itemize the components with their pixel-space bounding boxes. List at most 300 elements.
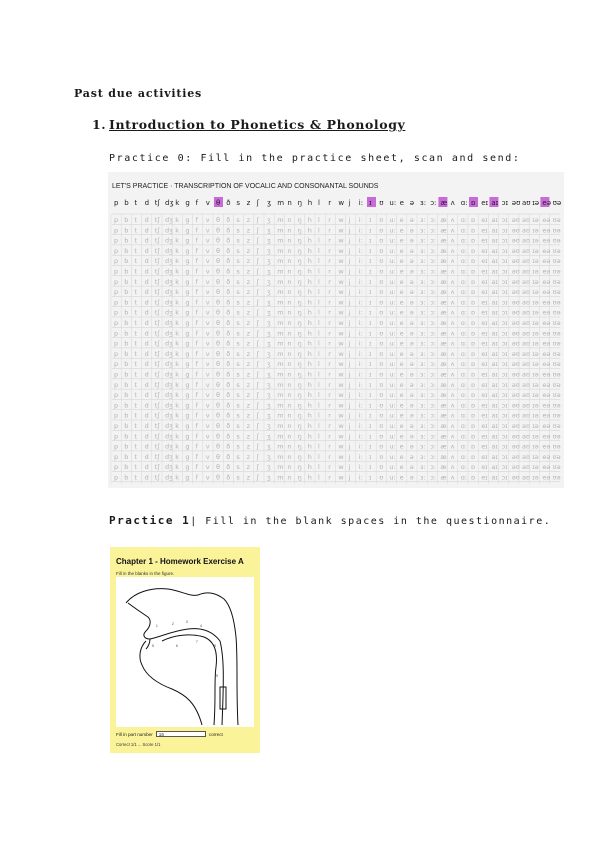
grid-cell-mark: ɜ: <box>420 442 426 451</box>
grid-cell-mark: ð <box>226 339 231 348</box>
grid-cell-mark: u: <box>389 442 396 451</box>
grid-cell-mark: g <box>185 370 190 379</box>
grid-cell-mark: ŋ <box>297 288 302 297</box>
grid-cell-mark: ɪ <box>369 380 372 389</box>
grid-cell-mark: d <box>144 463 149 472</box>
grid-cell-mark: ŋ <box>297 226 302 235</box>
grid-cell-mark: ɔɪ <box>501 246 508 255</box>
grid-cell-mark: ɒ <box>471 246 476 255</box>
grid-cell-mark: v <box>205 442 210 451</box>
grid-cell-mark: z <box>246 473 251 482</box>
grid-cell-mark: ɔɪ <box>501 308 508 317</box>
grid-cell-mark: j <box>348 277 351 286</box>
grid-cell-mark: s <box>236 411 240 420</box>
grid-cell-mark: u: <box>389 226 396 235</box>
svg-text:7: 7 <box>196 640 198 644</box>
grid-cell-mark: ɪ <box>369 226 372 235</box>
grid-cell-mark: h <box>307 236 312 245</box>
grid-cell-mark: ɒ <box>471 473 476 482</box>
grid-cell-mark: ɜ: <box>420 452 426 461</box>
grid-cell-mark: aɪ <box>491 308 498 317</box>
grid-cell-mark: j <box>348 257 351 266</box>
grid-cell-mark: i: <box>358 463 363 472</box>
grid-cell-mark: u: <box>389 319 396 327</box>
grid-cell-mark: ɑ: <box>460 452 468 461</box>
grid-cell-mark: ʃ <box>256 360 259 369</box>
grid-cell-mark: dʒ <box>165 422 173 430</box>
grid-cell-mark: aʊ <box>522 329 530 338</box>
grid-cell-mark: eɪ <box>481 308 488 317</box>
grid-cell-mark: ə <box>409 257 414 266</box>
grid-cell-mark: n <box>287 308 292 317</box>
grid-cell-mark: aɪ <box>491 277 498 286</box>
grid-cell-mark: aʊ <box>522 277 530 286</box>
grid-cell-mark: aɪ <box>491 329 498 338</box>
grid-cell-mark: k <box>175 298 179 307</box>
grid-cell-mark: eə <box>542 319 551 327</box>
grid-cell-mark: ɑ: <box>460 442 468 451</box>
grid-cell-mark: aʊ <box>522 257 530 266</box>
grid-cell-mark: θ <box>216 391 220 400</box>
grid-cell-mark: t <box>134 360 137 369</box>
grid-cell-mark: v <box>205 411 210 420</box>
grid-cell-mark: i: <box>358 277 363 286</box>
grid-cell-mark: aɪ <box>491 226 498 235</box>
grid-cell-mark: eɪ <box>481 319 488 327</box>
grid-cell-mark: h <box>307 267 312 276</box>
grid-cell-mark: u: <box>389 288 396 297</box>
grid-cell-mark: b <box>124 452 129 461</box>
grid-cell-mark: g <box>185 463 190 472</box>
grid-cell-mark: v <box>205 277 210 286</box>
grid-cell-mark: ʌ <box>450 473 455 482</box>
grid-cell-mark: g <box>185 319 190 327</box>
grid-cell-mark: h <box>307 277 312 286</box>
grid-cell-mark: ʊ <box>379 329 384 338</box>
grid-cell-mark: ɜ: <box>420 236 426 245</box>
grid-cell-mark: g <box>185 216 190 224</box>
grid-cell-mark: eə <box>542 267 551 276</box>
grid-cell-mark: r <box>328 452 331 461</box>
grid-cell-mark: p <box>114 473 119 482</box>
symbol-cell: ʒ <box>267 199 272 207</box>
grid-cell-mark: ɑ: <box>460 401 468 410</box>
grid-cell-mark: e <box>399 463 404 472</box>
grid-cell-mark: ʊ <box>379 236 384 245</box>
grid-cell-mark: eə <box>542 432 551 441</box>
grid-cell-mark: ʃ <box>256 432 259 441</box>
grid-cell-mark: ə <box>409 432 414 441</box>
grid-cell-mark: n <box>287 339 292 348</box>
grid-cell-mark: f <box>195 226 198 235</box>
grid-cell-mark: dʒ <box>165 432 173 441</box>
grid-cell-mark: ɪə <box>532 267 539 276</box>
grid-cell-mark: f <box>195 288 198 297</box>
grid-cell-mark: ʒ <box>267 329 271 338</box>
symbol-cell: z <box>246 199 251 207</box>
grid-cell-mark: aʊ <box>522 349 530 358</box>
grid-cell-mark: dʒ <box>165 257 173 266</box>
grid-cell-mark: n <box>287 267 292 276</box>
grid-cell-mark: ŋ <box>297 442 302 451</box>
grid-cell-mark: ʃ <box>256 298 259 307</box>
transcription-grid <box>111 214 561 484</box>
grid-cell-mark: æ <box>440 370 447 379</box>
grid-cell-mark: æ <box>440 288 447 297</box>
grid-cell-mark: v <box>205 329 210 338</box>
grid-cell-mark: əʊ <box>511 236 520 245</box>
grid-cell-mark: eɪ <box>481 267 488 276</box>
grid-cell-mark: h <box>307 463 312 472</box>
grid-cell-mark: ɔ: <box>430 308 436 317</box>
grid-cell-mark: b <box>124 432 129 441</box>
grid-cell-mark: v <box>205 360 210 369</box>
grid-cell-mark: θ <box>216 463 220 472</box>
grid-cell-mark: v <box>205 432 210 441</box>
grid-cell-mark: ɪ <box>369 422 372 430</box>
grid-cell-mark: t <box>134 452 137 461</box>
grid-cell-mark: ə <box>409 463 414 472</box>
grid-cell-mark: ɔ: <box>430 473 436 482</box>
grid-cell-mark: d <box>144 339 149 348</box>
grid-cell-mark: ɔɪ <box>501 411 508 420</box>
grid-cell-mark: z <box>246 422 251 430</box>
grid-cell-mark: ŋ <box>297 432 302 441</box>
grid-cell-mark: t <box>134 349 137 358</box>
grid-cell-mark: ʊ <box>379 226 384 235</box>
grid-cell-mark: ɜ: <box>420 277 426 286</box>
grid-cell-mark: f <box>195 473 198 482</box>
grid-cell-mark: u: <box>389 432 396 441</box>
grid-cell-mark: w <box>338 380 344 389</box>
grid-cell-mark: aɪ <box>491 463 498 472</box>
grid-cell-mark: f <box>195 339 198 348</box>
grid-cell-mark: d <box>144 401 149 410</box>
grid-cell-mark: ʊə <box>552 277 561 286</box>
grid-cell-mark: s <box>236 442 240 451</box>
grid-cell-mark: ə <box>409 380 414 389</box>
grid-cell-mark: h <box>307 422 312 430</box>
grid-cell-mark: eɪ <box>481 349 488 358</box>
grid-cell-mark: i: <box>358 391 363 400</box>
grid-cell-mark: f <box>195 216 198 224</box>
grid-cell-mark: z <box>246 257 251 266</box>
grid-cell-mark: əʊ <box>511 370 520 379</box>
grid-cell-mark: æ <box>440 452 447 461</box>
grid-cell-mark: ʒ <box>267 298 271 307</box>
grid-cell-mark: ɑ: <box>460 319 468 327</box>
grid-cell-mark: aʊ <box>522 226 530 235</box>
practice-sheet-image[interactable] <box>108 172 564 488</box>
grid-cell-mark: n <box>287 422 292 430</box>
grid-cell-mark: p <box>114 452 119 461</box>
grid-cell-mark: v <box>205 391 210 400</box>
grid-cell-mark: v <box>205 319 210 327</box>
grid-cell-mark: d <box>144 349 149 358</box>
grid-cell-mark: ɪ <box>369 432 372 441</box>
grid-cell-mark: m <box>277 288 284 297</box>
svg-text:2: 2 <box>172 622 174 626</box>
grid-cell-mark: æ <box>440 463 447 472</box>
grid-cell-mark: r <box>328 432 331 441</box>
grid-cell-mark: p <box>114 257 119 266</box>
grid-cell-mark: l <box>318 370 320 379</box>
grid-cell-mark: θ <box>216 339 220 348</box>
grid-cell-mark: l <box>318 442 320 451</box>
grid-cell-mark: p <box>114 226 119 235</box>
grid-cell-mark: b <box>124 298 129 307</box>
grid-cell-mark: ɔ: <box>430 422 436 430</box>
grid-cell-mark: b <box>124 473 129 482</box>
grid-cell-mark: l <box>318 216 320 224</box>
grid-cell-mark: ð <box>226 277 231 286</box>
grid-cell-mark: ɔ: <box>430 432 436 441</box>
grid-cell-mark: l <box>318 432 320 441</box>
grid-cell-mark: ɔɪ <box>501 329 508 338</box>
grid-cell-mark: ɒ <box>471 267 476 276</box>
grid-cell-mark: m <box>277 370 284 379</box>
grid-cell-mark: ɔɪ <box>501 380 508 389</box>
grid-cell-mark: ɑ: <box>460 463 468 472</box>
grid-cell-mark: ɔɪ <box>501 236 508 245</box>
grid-cell-mark: b <box>124 391 129 400</box>
grid-cell-mark: g <box>185 349 190 358</box>
grid-cell-mark: ɜ: <box>420 308 426 317</box>
grid-cell-mark: v <box>205 380 210 389</box>
grid-cell-mark: ɑ: <box>460 370 468 379</box>
grid-cell-mark: k <box>175 319 179 327</box>
grid-cell-mark: j <box>348 308 351 317</box>
grid-cell-mark: ɜ: <box>420 339 426 348</box>
grid-cell-mark: m <box>277 380 284 389</box>
grid-cell-mark: b <box>124 329 129 338</box>
grid-cell-mark: w <box>338 401 344 410</box>
grid-cell-mark: ɔ: <box>430 236 436 245</box>
grid-cell-mark: e <box>399 370 404 379</box>
grid-cell-mark: dʒ <box>165 473 173 482</box>
grid-cell-mark: n <box>287 463 292 472</box>
grid-cell-mark: m <box>277 216 284 224</box>
grid-cell-mark: ɔ: <box>430 329 436 338</box>
grid-cell-mark: d <box>144 216 149 224</box>
grid-cell-mark: z <box>246 411 251 420</box>
grid-cell-mark: ʊ <box>379 308 384 317</box>
grid-cell-mark: ə <box>409 360 414 369</box>
symbol-cell: l <box>318 199 320 207</box>
grid-cell-mark: eɪ <box>481 246 488 255</box>
grid-cell-mark: ɑ: <box>460 216 468 224</box>
grid-cell-mark: tʃ <box>154 308 160 317</box>
grid-cell-mark: ʌ <box>450 411 455 420</box>
grid-cell-mark: ɔ: <box>430 257 436 266</box>
grid-cell-mark: ɔ: <box>430 442 436 451</box>
grid-cell-mark: p <box>114 360 119 369</box>
symbol-cell: ʌ <box>450 199 455 207</box>
grid-cell-mark: eɪ <box>481 442 488 451</box>
grid-cell-mark: ɪ <box>369 391 372 400</box>
grid-cell-mark: p <box>114 442 119 451</box>
grid-cell-mark: ŋ <box>297 329 302 338</box>
grid-cell-mark: k <box>175 380 179 389</box>
grid-cell-mark: e <box>399 452 404 461</box>
grid-cell-mark: u: <box>389 452 396 461</box>
grid-cell-mark: eə <box>542 401 551 410</box>
grid-cell-mark: k <box>175 236 179 245</box>
grid-cell-mark: e <box>399 442 404 451</box>
grid-cell-mark: æ <box>440 380 447 389</box>
symbol-cell: ʊə <box>552 199 562 207</box>
section-heading: Past due activities <box>74 87 203 100</box>
grid-cell-mark: ɪə <box>532 308 539 317</box>
grid-cell-mark: tʃ <box>154 422 160 430</box>
grid-cell-mark: ʌ <box>450 463 455 472</box>
grid-cell-mark: s <box>236 349 240 358</box>
grid-cell-mark: eɪ <box>481 226 488 235</box>
grid-cell-mark: ʊ <box>379 298 384 307</box>
grid-cell-mark: ɒ <box>471 401 476 410</box>
grid-cell-mark: ŋ <box>297 391 302 400</box>
grid-cell-mark: ʃ <box>256 329 259 338</box>
grid-cell-mark: b <box>124 360 129 369</box>
grid-cell-mark: e <box>399 380 404 389</box>
grid-cell-mark: ɪə <box>532 277 539 286</box>
grid-cell-mark: u: <box>389 380 396 389</box>
grid-cell-mark: æ <box>440 329 447 338</box>
grid-cell-mark: l <box>318 339 320 348</box>
practice-sheet-graphic <box>108 172 564 488</box>
grid-cell-mark: eɪ <box>481 401 488 410</box>
svg-text:3: 3 <box>186 620 188 624</box>
grid-cell-mark: aʊ <box>522 319 530 327</box>
grid-cell-mark: ɔɪ <box>501 267 508 276</box>
grid-cell-mark: ɔ: <box>430 360 436 369</box>
grid-cell-mark: w <box>338 216 344 224</box>
grid-cell-mark: əʊ <box>511 308 520 317</box>
grid-cell-mark: aɪ <box>491 473 498 482</box>
grid-cell-mark: əʊ <box>511 277 520 286</box>
grid-cell-mark: f <box>195 257 198 266</box>
grid-cell-mark: s <box>236 463 240 472</box>
grid-cell-mark: p <box>114 411 119 420</box>
grid-cell-mark: b <box>124 463 129 472</box>
grid-cell-mark: k <box>175 288 179 297</box>
grid-cell-mark: v <box>205 288 210 297</box>
grid-cell-mark: aɪ <box>491 370 498 379</box>
grid-cell-mark: ɑ: <box>460 391 468 400</box>
grid-cell-mark: w <box>338 308 344 317</box>
grid-cell-mark: f <box>195 349 198 358</box>
grid-cell-mark: dʒ <box>165 401 173 410</box>
grid-cell-mark: s <box>236 473 240 482</box>
grid-cell-mark: f <box>195 298 198 307</box>
grid-cell-mark: ʒ <box>267 236 271 245</box>
grid-cell-mark: m <box>277 319 284 327</box>
grid-cell-mark: eɪ <box>481 370 488 379</box>
grid-cell-mark: b <box>124 236 129 245</box>
grid-cell-mark: ɑ: <box>460 349 468 358</box>
grid-cell-mark: ə <box>409 298 414 307</box>
grid-cell-mark: eə <box>542 452 551 461</box>
part-number-input[interactable]: 16 <box>156 731 206 737</box>
grid-cell-mark: ɪə <box>532 257 539 266</box>
grid-cell-mark: e <box>399 267 404 276</box>
grid-cell-mark: l <box>318 349 320 358</box>
grid-cell-mark: tʃ <box>154 380 160 389</box>
symbol-cell: s <box>236 199 241 207</box>
homework-exercise-card[interactable] <box>110 547 260 753</box>
grid-cell-mark: aɪ <box>491 442 498 451</box>
grid-cell-mark: ŋ <box>297 411 302 420</box>
grid-cell-mark: j <box>348 463 351 472</box>
grid-cell-mark: z <box>246 288 251 297</box>
grid-cell-mark: l <box>318 267 320 276</box>
grid-cell-mark: æ <box>440 308 447 317</box>
svg-text:4: 4 <box>200 624 202 628</box>
grid-cell-mark: b <box>124 246 129 255</box>
grid-cell-mark: ɔɪ <box>501 422 508 430</box>
grid-cell-mark: s <box>236 432 240 441</box>
grid-cell-mark: ə <box>409 452 414 461</box>
grid-cell-mark: ə <box>409 216 414 224</box>
grid-cell-mark: ɜ: <box>420 267 426 276</box>
grid-cell-mark: aɪ <box>491 288 498 297</box>
grid-cell-mark: ʊə <box>552 380 561 389</box>
grid-cell-mark: ʒ <box>267 432 271 441</box>
grid-cell-mark: s <box>236 370 240 379</box>
grid-cell-mark: ʃ <box>256 411 259 420</box>
grid-cell-mark: ɪə <box>532 360 539 369</box>
grid-cell-mark: ɪ <box>369 277 372 286</box>
grid-cell-mark: f <box>195 236 198 245</box>
grid-cell-mark: aʊ <box>522 216 530 224</box>
grid-cell-mark: ŋ <box>297 298 302 307</box>
grid-cell-mark: ɔ: <box>430 319 436 327</box>
grid-cell-mark: h <box>307 308 312 317</box>
grid-cell-mark: aɪ <box>491 339 498 348</box>
symbol-cell: ɜ: <box>420 199 427 207</box>
grid-cell-mark: ɪ <box>369 473 372 482</box>
grid-cell-mark: ɪ <box>369 257 372 266</box>
grid-cell-mark: n <box>287 329 292 338</box>
grid-cell-mark: ʌ <box>450 277 455 286</box>
grid-cell-mark: r <box>328 288 331 297</box>
grid-cell-mark: t <box>134 401 137 410</box>
grid-cell-mark: t <box>134 246 137 255</box>
item-title-link[interactable]: Introduction to Phonetics & Phonology <box>109 117 406 132</box>
grid-cell-mark: f <box>195 308 198 317</box>
grid-cell-mark: ɔɪ <box>501 216 508 224</box>
grid-cell-mark: e <box>399 277 404 286</box>
grid-cell-mark: p <box>114 370 119 379</box>
grid-cell-mark: k <box>175 422 179 430</box>
grid-cell-mark: r <box>328 360 331 369</box>
grid-cell-mark: ɪ <box>369 463 372 472</box>
grid-cell-mark: ɔɪ <box>501 360 508 369</box>
grid-cell-mark: ɪ <box>369 329 372 338</box>
symbol-cell: eə <box>542 199 552 207</box>
grid-cell-mark: d <box>144 452 149 461</box>
grid-cell-mark: ʃ <box>256 236 259 245</box>
grid-cell-mark: ə <box>409 236 414 245</box>
grid-cell-mark: ɑ: <box>460 298 468 307</box>
grid-cell-mark: m <box>277 339 284 348</box>
grid-cell-mark: e <box>399 329 404 338</box>
svg-text:6: 6 <box>176 644 178 648</box>
grid-cell-mark: r <box>328 339 331 348</box>
grid-cell-mark: θ <box>216 360 220 369</box>
grid-cell-mark: e <box>399 319 404 327</box>
grid-cell-mark: aʊ <box>522 463 530 472</box>
